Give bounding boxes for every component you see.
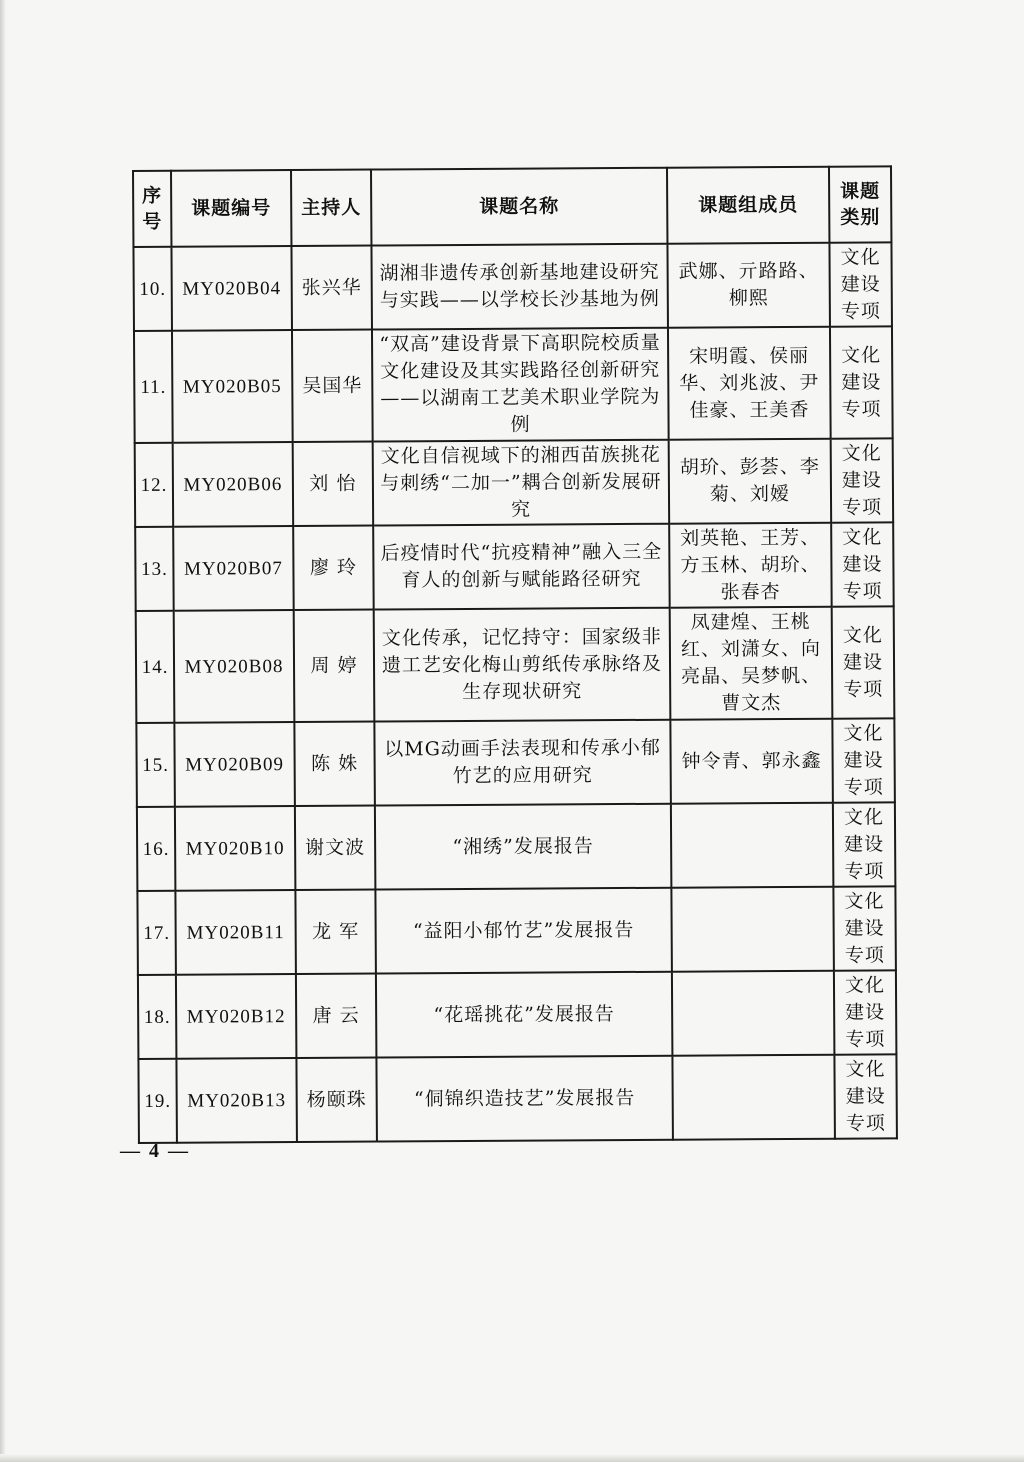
cell-code: MY020B11 [175, 890, 296, 975]
projects-table [132, 165, 898, 1144]
cell-host: 周 婷 [294, 610, 375, 722]
cell-host: 刘 怡 [293, 442, 374, 526]
cell-category: 文化建设专项 [833, 802, 896, 886]
header-seq: 序号 [133, 171, 171, 247]
cell-code: MY020B07 [173, 526, 294, 611]
cell-title: “双高”建设背景下高职院校质量文化建设及其实践路径创新研究——以湖南工艺美术职业学院为例 [372, 328, 669, 442]
cell-title: 后疫情时代“抗疫精神”融入三全育人的创新与赋能路径研究 [373, 524, 670, 610]
cell-members [672, 1055, 835, 1140]
table-row [133, 242, 891, 331]
cell-category: 文化建设专项 [833, 886, 896, 970]
table-row [138, 1054, 896, 1143]
cell-seq: 15. [136, 723, 175, 807]
table-row [138, 970, 896, 1059]
cell-host: 廖 玲 [293, 526, 374, 610]
table-row [135, 522, 893, 611]
table-row [134, 326, 893, 443]
cell-code: MY020B08 [174, 610, 295, 723]
table-header-row [133, 166, 891, 247]
cell-category: 文化建设专项 [832, 718, 895, 802]
cell-title: 文化自信视域下的湘西苗族挑花与刺绣“二加一”耦合创新发展研究 [373, 440, 670, 526]
cell-seq: 17. [137, 891, 176, 975]
cell-host: 陈 姝 [294, 722, 375, 806]
cell-members [671, 887, 834, 972]
cell-title: “湘绣”发展报告 [375, 804, 672, 890]
cell-code: MY020B13 [176, 1058, 297, 1143]
cell-code: MY020B09 [174, 722, 295, 807]
cell-code: MY020B05 [172, 330, 293, 443]
cell-seq: 18. [138, 975, 177, 1059]
cell-seq: 14. [136, 611, 175, 723]
cell-host: 唐 云 [296, 974, 377, 1058]
cell-category: 文化建设专项 [830, 326, 893, 438]
table-row [135, 438, 893, 527]
header-host: 主持人 [291, 170, 371, 246]
cell-host: 谢文波 [295, 806, 376, 890]
cell-seq: 11. [134, 331, 173, 443]
cell-members [671, 803, 834, 888]
cell-category: 文化建设专项 [831, 522, 894, 606]
table-row [136, 718, 894, 807]
header-category: 课题类别 [829, 166, 891, 242]
cell-code: MY020B10 [175, 806, 296, 891]
page-left-edge-shadow [0, 0, 6, 1462]
cell-seq: 12. [135, 443, 174, 527]
cell-title: 湖湘非遗传承创新基地建设研究与实践——以学校长沙基地为例 [371, 244, 668, 330]
cell-category: 文化建设专项 [834, 970, 897, 1054]
cell-category: 文化建设专项 [831, 438, 894, 522]
cell-seq: 16. [137, 807, 176, 891]
header-title: 课题名称 [371, 168, 667, 246]
header-code: 课题编号 [171, 170, 291, 247]
cell-members: 刘英艳、王芳、方玉林、胡玠、张春杏 [669, 523, 832, 608]
cell-members: 胡玠、彭荟、李菊、刘嫒 [669, 439, 832, 524]
cell-title: 以MG动画手法表现和传承小郁竹艺的应用研究 [374, 720, 671, 806]
cell-code: MY020B06 [173, 442, 294, 527]
cell-members [672, 971, 835, 1056]
cell-code: MY020B04 [171, 246, 292, 331]
cell-seq: 13. [135, 527, 174, 611]
cell-category: 文化建设专项 [832, 606, 895, 718]
cell-members: 钟令青、郭永鑫 [670, 719, 833, 804]
cell-title: “益阳小郁竹艺”发展报告 [375, 888, 672, 974]
cell-code: MY020B12 [176, 974, 297, 1059]
cell-host: 张兴华 [291, 246, 372, 330]
cell-title: “花瑶挑花”发展报告 [376, 972, 673, 1058]
cell-members: 凤建煌、王桃红、刘潇女、向亮晶、吴梦帆、曹文杰 [670, 607, 833, 720]
header-members: 课题组成员 [667, 167, 829, 244]
table-row [137, 802, 895, 891]
cell-host: 杨颐珠 [296, 1058, 377, 1142]
table-row [137, 886, 895, 975]
cell-seq: 19. [138, 1059, 177, 1143]
table-body [133, 242, 896, 1143]
cell-category: 文化建设专项 [829, 242, 892, 326]
cell-members: 武娜、亓路路、柳熙 [667, 243, 830, 328]
cell-category: 文化建设专项 [834, 1054, 897, 1138]
cell-title: “侗锦织造技艺”发展报告 [376, 1056, 673, 1142]
cell-host: 吴国华 [292, 330, 373, 442]
cell-seq: 10. [133, 247, 172, 331]
page-bottom-edge-shadow [0, 1454, 1024, 1462]
cell-members: 宋明霞、侯丽华、刘兆波、尹佳豪、王美香 [668, 327, 831, 440]
cell-host: 龙 军 [295, 890, 376, 974]
table-row [136, 606, 895, 723]
cell-title: 文化传承，记忆持守：国家级非遗工艺安化梅山剪纸传承脉络及生存现状研究 [374, 608, 671, 722]
page-number: — 4 — [120, 1140, 190, 1162]
